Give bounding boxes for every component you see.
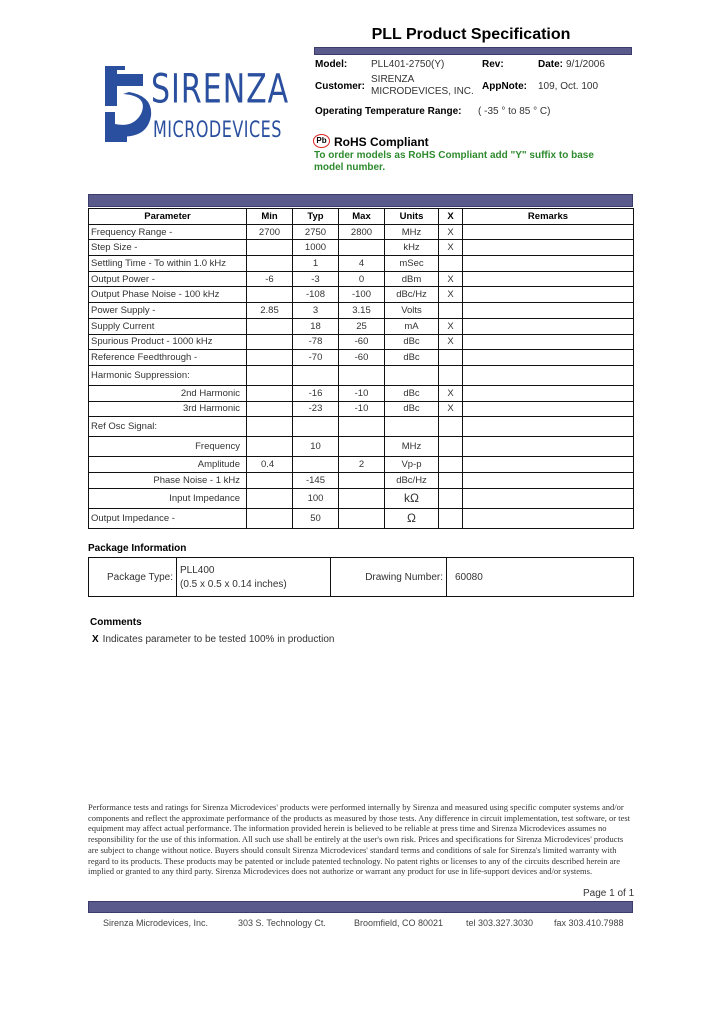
remarks-cell <box>463 350 634 366</box>
logo-text-microdevices: MICRODEVICES <box>153 116 282 143</box>
spec-bar <box>88 194 633 207</box>
x-cell <box>439 256 463 272</box>
x-cell <box>439 417 463 437</box>
min-cell <box>247 417 293 437</box>
min-cell <box>247 287 293 303</box>
param-cell: Output Power - <box>89 271 247 287</box>
title-bar <box>314 47 632 55</box>
remarks-cell <box>463 437 634 457</box>
max-cell: 0 <box>339 271 385 287</box>
table-row <box>89 437 634 457</box>
x-cell: X <box>439 287 463 303</box>
drawing-number-label: Drawing Number: <box>331 558 447 597</box>
param-cell: Settling Time - To within 1.0 kHz <box>89 256 247 272</box>
typ-cell: -78 <box>293 334 339 350</box>
units-cell: dBm <box>385 271 439 287</box>
footer-bar <box>88 901 633 913</box>
comment-text: Indicates parameter to be tested 100% in production <box>102 634 335 645</box>
typ-cell <box>293 417 339 437</box>
disclaimer: Performance tests and ratings for Sirenza Microdevices' products were performed internally by Sirenza and measured using specific computer systems and/or components and reflect the approximate performance of the products as measured by those tests. Any difference in circuit implementation, test software, or test equipment may affect actual performance. The information provided herein is believed to be reliable at press time and Sirenza Microdevices assumes no responsibility for the use of this information. All such use shall be entirely at the user's own risk. Prices and specifications for Sirenza Microdevices' products are subject to change without notice. Buyers should consult Sirenza Microdevices' standard terms and conditions of sale for Sirenza's limited warranty with regard to its products. These products may be patented or include patented technology. No patent rights or licenses to any of the circuits described herein are implied or granted to any third party. Sirenza Microdevices does not authorize or warrant any product for use in life-support devices and/or systems. <box>88 802 631 877</box>
units-cell: dBc <box>385 401 439 417</box>
footer-fax: fax 303.410.7988 <box>554 918 624 928</box>
min-cell: -6 <box>247 271 293 287</box>
min-cell <box>247 334 293 350</box>
remarks-cell <box>463 417 634 437</box>
footer-tel: tel 303.327.3030 <box>466 918 534 928</box>
comment-line <box>92 634 334 645</box>
x-cell: X <box>439 334 463 350</box>
min-cell <box>247 508 293 528</box>
remarks-cell <box>463 271 634 287</box>
typ-cell: 100 <box>293 488 339 508</box>
units-cell: dBc <box>385 350 439 366</box>
max-cell: 4 <box>339 256 385 272</box>
x-cell: X <box>439 318 463 334</box>
remarks-cell <box>463 334 634 350</box>
param-cell: Reference Feedthrough - <box>89 350 247 366</box>
comment-x-marker: X <box>92 634 99 645</box>
appnote-label: AppNote: <box>482 81 527 92</box>
table-row <box>89 334 634 350</box>
param-cell: 3rd Harmonic <box>89 401 247 417</box>
x-cell: X <box>439 271 463 287</box>
remarks-cell <box>463 318 634 334</box>
page-number: Page 1 of 1 <box>583 888 635 899</box>
table-row <box>89 256 634 272</box>
max-cell: -10 <box>339 401 385 417</box>
model-value: PLL401-2750(Y) <box>371 59 445 70</box>
table-row <box>89 457 634 473</box>
package-type-line1: PLL400 <box>180 564 215 576</box>
spec-table <box>88 208 634 529</box>
x-cell: X <box>439 401 463 417</box>
units-cell <box>385 417 439 437</box>
rohs-note: To order models as RoHS Compliant add "Y" suffix to base model number. <box>314 150 594 173</box>
units-cell: dBc <box>385 385 439 401</box>
max-cell: -60 <box>339 334 385 350</box>
col-max: Max <box>339 209 385 225</box>
model-label: Model: <box>315 59 348 70</box>
remarks-cell <box>463 224 634 240</box>
x-cell: X <box>439 224 463 240</box>
remarks-cell <box>463 240 634 256</box>
typ-cell: 1 <box>293 256 339 272</box>
max-cell <box>339 240 385 256</box>
min-cell <box>247 240 293 256</box>
units-cell: MHz <box>385 437 439 457</box>
x-cell <box>439 457 463 473</box>
max-cell <box>339 365 385 385</box>
x-cell <box>439 508 463 528</box>
min-cell <box>247 472 293 488</box>
param-cell: Spurious Product - 1000 kHz <box>89 334 247 350</box>
min-cell: 0.4 <box>247 457 293 473</box>
table-row <box>89 401 634 417</box>
col-x: X <box>439 209 463 225</box>
units-cell: dBc/Hz <box>385 472 439 488</box>
typ-cell: -145 <box>293 472 339 488</box>
param-cell: Frequency Range - <box>89 224 247 240</box>
units-cell: dBc/Hz <box>385 287 439 303</box>
rev-label: Rev: <box>482 59 504 70</box>
param-cell: Output Phase Noise - 100 kHz <box>89 287 247 303</box>
package-heading: Package Information <box>88 543 187 554</box>
max-cell: -60 <box>339 350 385 366</box>
table-row <box>89 318 634 334</box>
units-cell: dBc <box>385 334 439 350</box>
min-cell <box>247 365 293 385</box>
min-cell: 2.85 <box>247 303 293 319</box>
col-typ: Typ <box>293 209 339 225</box>
customer-value-line2: MICRODEVICES, INC. <box>371 86 474 97</box>
table-row <box>89 417 634 437</box>
package-type-line2: (0.5 x 0.5 x 0.14 inches) <box>180 578 287 590</box>
min-cell <box>247 385 293 401</box>
x-cell <box>439 365 463 385</box>
table-row <box>89 385 634 401</box>
min-cell <box>247 350 293 366</box>
typ-cell: 2750 <box>293 224 339 240</box>
units-cell: Vp-p <box>385 457 439 473</box>
typ-cell: 18 <box>293 318 339 334</box>
comments-heading: Comments <box>90 617 142 628</box>
col-units: Units <box>385 209 439 225</box>
min-cell <box>247 488 293 508</box>
typ-cell <box>293 457 339 473</box>
table-row <box>89 224 634 240</box>
package-type-value <box>177 558 331 597</box>
max-cell: 3.15 <box>339 303 385 319</box>
remarks-cell <box>463 508 634 528</box>
table-row <box>89 472 634 488</box>
table-row <box>89 287 634 303</box>
footer-address: 303 S. Technology Ct. <box>238 918 326 928</box>
max-cell <box>339 488 385 508</box>
x-cell: X <box>439 385 463 401</box>
table-row <box>89 271 634 287</box>
optemp-value: ( -35 ° to 85 ° C) <box>478 106 551 117</box>
max-cell: 25 <box>339 318 385 334</box>
col-parameter: Parameter <box>89 209 247 225</box>
customer-value-line1: SIRENZA <box>371 74 415 85</box>
typ-cell: -23 <box>293 401 339 417</box>
package-type-label: Package Type: <box>107 571 173 583</box>
max-cell: 2800 <box>339 224 385 240</box>
param-cell: Step Size - <box>89 240 247 256</box>
units-cell <box>385 365 439 385</box>
param-cell: Ref Osc Signal: <box>89 417 247 437</box>
x-cell: X <box>439 240 463 256</box>
min-cell <box>247 318 293 334</box>
date-value: 9/1/2006 <box>566 59 605 70</box>
optemp-label: Operating Temperature Range: <box>315 106 462 117</box>
table-row <box>89 365 634 385</box>
drawing-number-value: 60080 <box>447 558 634 597</box>
footer-company: Sirenza Microdevices, Inc. <box>103 918 209 928</box>
table-row <box>89 240 634 256</box>
x-cell <box>439 437 463 457</box>
typ-cell: 50 <box>293 508 339 528</box>
spec-header-row <box>89 209 634 225</box>
min-cell <box>247 256 293 272</box>
remarks-cell <box>463 287 634 303</box>
pb-free-icon: Pb <box>313 134 330 148</box>
remarks-cell <box>463 365 634 385</box>
param-cell: 2nd Harmonic <box>89 385 247 401</box>
param-cell: Input Impedance <box>89 488 247 508</box>
max-cell: 2 <box>339 457 385 473</box>
table-row <box>89 303 634 319</box>
date-label: Date: <box>538 59 564 70</box>
units-cell: mA <box>385 318 439 334</box>
typ-cell: 1000 <box>293 240 339 256</box>
customer-label: Customer: <box>315 81 366 92</box>
x-cell <box>439 303 463 319</box>
param-cell: Output Impedance - <box>89 508 247 528</box>
max-cell <box>339 508 385 528</box>
x-cell <box>439 350 463 366</box>
max-cell: -100 <box>339 287 385 303</box>
units-cell: Ω <box>385 508 439 528</box>
max-cell <box>339 437 385 457</box>
rohs-title: RoHS Compliant <box>334 135 429 149</box>
page-title: PLL Product Specification <box>371 26 571 43</box>
remarks-cell <box>463 488 634 508</box>
typ-cell: -16 <box>293 385 339 401</box>
appnote-value: 109, Oct. 100 <box>538 81 599 92</box>
logo-text-sirenza: SIRENZA <box>151 66 290 114</box>
col-min: Min <box>247 209 293 225</box>
param-cell: Power Supply - <box>89 303 247 319</box>
min-cell <box>247 401 293 417</box>
sirenza-logo-icon <box>103 64 153 144</box>
col-remarks: Remarks <box>463 209 634 225</box>
typ-cell <box>293 365 339 385</box>
typ-cell: 3 <box>293 303 339 319</box>
max-cell <box>339 472 385 488</box>
remarks-cell <box>463 457 634 473</box>
x-cell <box>439 472 463 488</box>
package-table <box>88 557 634 597</box>
remarks-cell <box>463 256 634 272</box>
units-cell: kHz <box>385 240 439 256</box>
max-cell <box>339 417 385 437</box>
max-cell: -10 <box>339 385 385 401</box>
param-cell: Harmonic Suppression: <box>89 365 247 385</box>
typ-cell: -108 <box>293 287 339 303</box>
typ-cell: 10 <box>293 437 339 457</box>
remarks-cell <box>463 472 634 488</box>
min-cell <box>247 437 293 457</box>
units-cell: mSec <box>385 256 439 272</box>
footer-city: Broomfield, CO 80021 <box>354 918 444 928</box>
typ-cell: -70 <box>293 350 339 366</box>
remarks-cell <box>463 401 634 417</box>
param-cell: Frequency <box>89 437 247 457</box>
param-cell: Amplitude <box>89 457 247 473</box>
table-row <box>89 488 634 508</box>
company-logo <box>103 64 290 144</box>
units-cell: MHz <box>385 224 439 240</box>
param-cell: Supply Current <box>89 318 247 334</box>
remarks-cell <box>463 303 634 319</box>
x-cell <box>439 488 463 508</box>
table-row <box>89 508 634 528</box>
units-cell: Volts <box>385 303 439 319</box>
min-cell: 2700 <box>247 224 293 240</box>
units-cell: kΩ <box>385 488 439 508</box>
param-cell: Phase Noise - 1 kHz <box>89 472 247 488</box>
typ-cell: -3 <box>293 271 339 287</box>
table-row <box>89 350 634 366</box>
remarks-cell <box>463 385 634 401</box>
